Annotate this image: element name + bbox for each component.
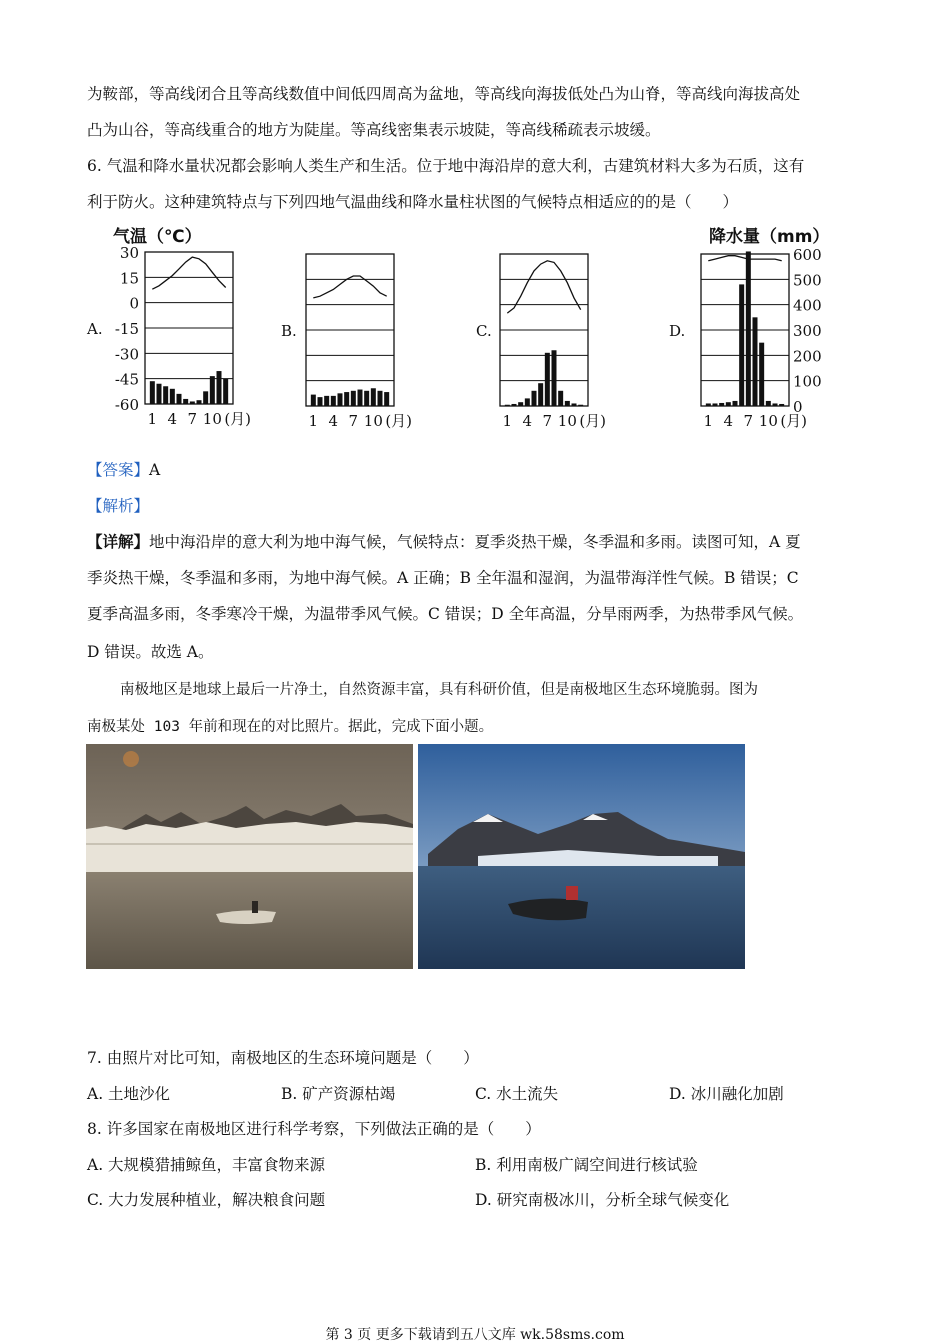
precip-bar <box>203 391 208 404</box>
precip-bar <box>505 405 510 406</box>
precip-bar <box>759 343 764 406</box>
x-tick-label: 4 <box>723 412 734 430</box>
old-antarctic-photo <box>86 744 413 969</box>
detail-line-2: 季炎热干燥，冬季温和多雨，为地中海气候。A 正确；B 全年温和湿润，为温带海洋性气候。B 错误；C <box>87 569 799 587</box>
precip-bar <box>177 394 182 404</box>
x-tick-label: 1 <box>502 412 513 430</box>
chart-option-label: C. <box>476 322 492 340</box>
climate-chart-c <box>475 222 640 434</box>
detail-line-1 <box>87 530 801 552</box>
precip-bar <box>358 390 363 406</box>
precip-bar <box>157 384 162 404</box>
q8-option-a: A. 大规模猎捕鲸鱼，丰富食物来源 <box>87 1156 326 1174</box>
x-tick-label: 10 <box>557 412 577 430</box>
x-tick-label: 10 <box>363 412 383 430</box>
precip-bar <box>210 376 215 404</box>
precip-tick-label: 300 <box>793 322 822 340</box>
precip-bar <box>331 396 336 406</box>
detail-line-3: 夏季高温多雨，冬季寒冷干燥，为温带季风气候。C 错误；D 全年高温，分旱雨两季，为热带季风气候。 <box>87 605 804 623</box>
precip-bar <box>338 393 343 406</box>
x-tick-label: 1 <box>147 410 158 428</box>
precip-bar <box>371 388 376 406</box>
x-axis-unit: (月) <box>224 410 252 428</box>
precip-bar <box>545 353 550 406</box>
precip-bar <box>773 403 778 406</box>
precip-bar <box>552 350 557 406</box>
precip-bar <box>766 401 771 406</box>
precip-bar <box>746 251 751 406</box>
q7-option-a: A. 土地沙化 <box>87 1085 171 1103</box>
question-7: 7. 由照片对比可知，南极地区的生态环境问题是（ ） <box>87 1049 479 1067</box>
temp-tick-label: -15 <box>114 320 139 338</box>
page-footer: 第 3 页 更多下载请到五八文库 wk.58sms.com <box>325 1327 625 1343</box>
precip-bar <box>565 401 570 406</box>
precip-bar <box>719 403 724 406</box>
temp-tick-label: -30 <box>114 345 139 364</box>
precip-bar <box>311 395 316 406</box>
x-tick-label: 4 <box>522 412 533 430</box>
q7-option-b: B. 矿产资源枯竭 <box>281 1085 396 1103</box>
x-tick-label: 10 <box>202 410 222 428</box>
detail-text-1: 地中海沿岸的意大利为地中海气候，气候特点：夏季炎热干燥，冬季温和多雨。读图可知，A 夏 <box>149 533 801 551</box>
x-tick-label: 7 <box>542 412 553 430</box>
climate-chart-a <box>85 222 275 434</box>
precip-bar <box>351 391 356 406</box>
x-tick-label: 7 <box>187 410 198 428</box>
analysis-tag: 【解析】 <box>87 497 150 515</box>
precip-bar <box>163 386 168 404</box>
detail-tag: 【详解】 <box>87 532 150 551</box>
precip-bar <box>150 381 155 404</box>
x-tick-label: 7 <box>743 412 754 430</box>
precip-bar <box>726 402 731 406</box>
precip-bar <box>532 391 537 406</box>
precip-bar <box>378 391 383 406</box>
q8-option-c: C. 大力发展种植业，解决粮食问题 <box>87 1191 326 1209</box>
x-tick-label: 1 <box>308 412 319 430</box>
q8-option-b: B. 利用南极广阔空间进行核试验 <box>475 1156 698 1174</box>
precip-bar <box>223 379 228 404</box>
precip-bar <box>578 405 583 406</box>
precip-bar <box>525 398 530 406</box>
precip-bar <box>190 401 195 404</box>
answer-value: A <box>149 461 161 479</box>
answer-line <box>87 458 160 480</box>
precip-bar <box>384 392 389 406</box>
current-antarctic-photo <box>418 744 745 969</box>
precip-bar <box>344 392 349 406</box>
precip-bar <box>558 391 563 406</box>
precip-bar <box>713 403 718 406</box>
precip-bar <box>197 400 202 404</box>
chart-option-label: D. <box>669 322 686 340</box>
precip-tick-label: 200 <box>793 347 822 366</box>
precip-tick-label: 100 <box>793 372 822 391</box>
text-line-1: 为鞍部，等高线闭合且等高线数值中间低四周高为盆地，等高线向海拔低处凸为山脊，等高线向海拔高处 <box>87 85 801 103</box>
precip-bar <box>706 403 711 406</box>
x-tick-label: 7 <box>348 412 359 430</box>
material-line-2: 南极某处 103 年前和现在的对比照片。据此，完成下面小题。 <box>87 719 494 735</box>
question-8: 8. 许多国家在南极地区进行科学考察，下列做法正确的是（ ） <box>87 1120 541 1138</box>
x-tick-label: 4 <box>328 412 339 430</box>
precip-bar <box>183 399 188 404</box>
climate-chart-d <box>668 222 868 434</box>
precip-bar <box>512 404 517 406</box>
temp-tick-label: 30 <box>119 244 139 262</box>
detail-line-4: D 错误。故选 A。 <box>87 643 214 661</box>
question-6-line-1: 6. 气温和降水量状况都会影响人类生产和生活。位于地中海沿岸的意大利，古建筑材料大多为石质，这有 <box>87 157 805 175</box>
temperature-line <box>152 257 225 289</box>
chart-option-label: A. <box>87 320 103 338</box>
precip-bar <box>779 404 784 406</box>
climate-chart-b <box>280 222 440 434</box>
precip-bar <box>518 402 523 406</box>
q7-option-d: D. 冰川融化加剧 <box>669 1085 784 1103</box>
question-6-line-2: 利于防火。这种建筑特点与下列四地气温曲线和降水量柱状图的气候特点相适应的的是（ ） <box>87 193 739 211</box>
precip-tick-label: 0 <box>793 398 803 416</box>
precip-bar <box>324 396 329 406</box>
x-tick-label: 10 <box>758 412 778 430</box>
temp-tick-label: 0 <box>129 294 139 313</box>
answer-tag: 【答案】 <box>87 461 150 479</box>
precip-bar <box>217 371 222 404</box>
q7-option-c: C. 水土流失 <box>475 1085 559 1103</box>
precip-bar <box>318 397 323 406</box>
temperature-line <box>507 261 580 313</box>
temp-axis-title: 气温（℃） <box>113 227 202 247</box>
x-axis-unit: (月) <box>579 412 607 430</box>
precip-bar <box>733 401 738 406</box>
temp-tick-label: -60 <box>114 396 139 414</box>
temp-tick-label: 15 <box>119 269 139 288</box>
precip-bar <box>364 391 369 406</box>
precip-bar <box>538 383 543 406</box>
temperature-line <box>708 256 781 261</box>
precip-axis-title: 降水量（mm） <box>709 227 830 247</box>
material-line-1: 南极地区是地球上最后一片净土，自然资源丰富，具有科研价值，但是南极地区生态环境脆弱。图为 <box>120 682 758 698</box>
precip-bar <box>739 284 744 406</box>
precip-tick-label: 400 <box>793 296 822 315</box>
x-tick-label: 1 <box>703 412 714 430</box>
temp-tick-label: -45 <box>114 370 139 389</box>
precip-bar <box>572 403 577 406</box>
precip-tick-label: 500 <box>793 271 822 290</box>
q8-option-d: D. 研究南极冰川，分析全球气候变化 <box>475 1191 730 1209</box>
chart-option-label: B. <box>281 322 297 340</box>
precip-bar <box>753 317 758 406</box>
x-axis-unit: (月) <box>385 412 413 430</box>
precip-bar <box>170 389 175 404</box>
x-axis-unit: (月) <box>780 412 808 430</box>
text-line-2: 凸为山谷，等高线重合的地方为陡崖。等高线密集表示坡陡，等高线稀疏表示坡缓。 <box>87 121 661 139</box>
precip-tick-label: 600 <box>793 246 822 264</box>
x-tick-label: 4 <box>167 410 178 428</box>
